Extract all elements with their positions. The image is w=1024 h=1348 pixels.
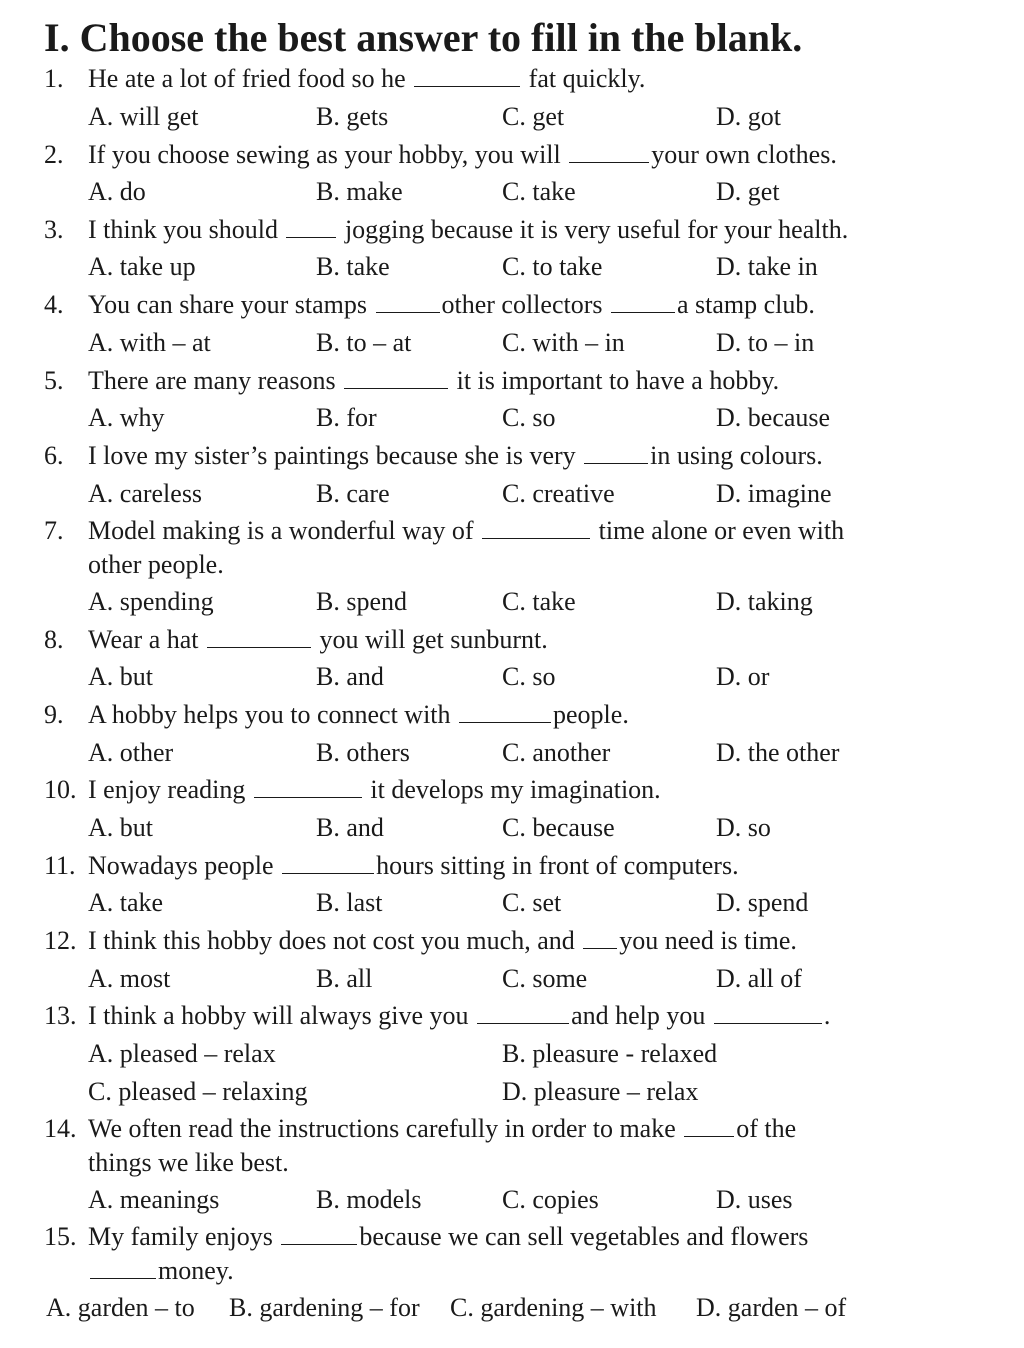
option-a: A. other: [88, 738, 174, 767]
option-d: D. all of: [716, 964, 802, 993]
option-b: B. make: [316, 177, 403, 206]
option-c: C. get: [502, 102, 565, 131]
question-stem: You can share your stamps other collectors a stamp club.: [88, 290, 815, 319]
question-stem: Model making is a wonderful way of time alone or even with: [88, 516, 845, 545]
question-number: 4.: [44, 290, 64, 319]
option-a: A. careless: [88, 479, 203, 508]
option-a: A. most: [88, 964, 171, 993]
option-b: B. take: [316, 252, 390, 281]
option-a: A. meanings: [88, 1185, 220, 1214]
answer-blank: [569, 140, 649, 163]
option-b: B. models: [316, 1185, 422, 1214]
question-stem: I think you should jogging because it is very useful for your health.: [88, 215, 849, 244]
question-stem: He ate a lot of fried food so he fat quickly.: [88, 64, 646, 93]
question-stem: I love my sister’s paintings because she is very in using colours.: [88, 441, 823, 470]
option-a: A. pleased – relax: [88, 1039, 276, 1068]
option-c: C. set: [502, 888, 562, 917]
option-c: C. so: [502, 662, 556, 691]
option-b: B. others: [316, 738, 410, 767]
option-b: B. and: [316, 813, 384, 842]
answer-blank: [281, 1222, 357, 1245]
option-d: D. imagine: [716, 479, 832, 508]
question-number: 11.: [44, 851, 76, 880]
answer-blank: [254, 775, 362, 798]
option-c: C. so: [502, 403, 556, 432]
option-d: D. to – in: [716, 328, 815, 357]
question-stem-continued: money.: [88, 1254, 234, 1288]
question-number: 7.: [44, 516, 64, 545]
option-c: C. another: [502, 738, 611, 767]
answer-blank: [207, 625, 311, 648]
question-number: 10.: [44, 775, 77, 804]
question-number: 5.: [44, 366, 64, 395]
option-d: D. because: [716, 403, 831, 432]
option-a: A. with – at: [88, 328, 211, 357]
option-d: D. pleasure – relax: [502, 1077, 699, 1106]
option-b: B. pleasure - relaxed: [502, 1039, 718, 1068]
question-number: 1.: [44, 64, 64, 93]
answer-blank: [482, 516, 590, 539]
question-number: 9.: [44, 700, 64, 729]
option-b: B. for: [316, 403, 377, 432]
option-c: C. because: [502, 813, 615, 842]
option-d: D. so: [716, 813, 771, 842]
option-c: C. to take: [502, 252, 603, 281]
option-d: D. taking: [716, 587, 813, 616]
option-b: B. to – at: [316, 328, 412, 357]
option-b: B. gets: [316, 102, 389, 131]
option-c: C. creative: [502, 479, 615, 508]
question-stem-continued: things we like best.: [88, 1148, 289, 1177]
option-d: D. spend: [716, 888, 809, 917]
question-stem: There are many reasons it is important to have a hobby.: [88, 366, 780, 395]
answer-blank: [376, 290, 440, 313]
answer-blank: [477, 1001, 569, 1024]
question-number: 12.: [44, 926, 77, 955]
question-number: 15.: [44, 1222, 77, 1251]
question-number: 13.: [44, 1001, 77, 1030]
option-c: C. some: [502, 964, 588, 993]
option-c: C. pleased – relaxing: [88, 1077, 308, 1106]
option-c: C. gardening – with: [450, 1293, 657, 1322]
option-b: B. and: [316, 662, 384, 691]
option-c: C. take: [502, 587, 576, 616]
answer-blank: [459, 700, 551, 723]
question-stem: Nowadays people hours sitting in front of computers.: [88, 851, 739, 880]
question-stem-continued: other people.: [88, 550, 224, 579]
question-number: 6.: [44, 441, 64, 470]
question-stem: I think a hobby will always give you and help you .: [88, 1001, 831, 1030]
option-b: B. care: [316, 479, 390, 508]
option-a: A. but: [88, 662, 153, 691]
question-number: 14.: [44, 1114, 77, 1143]
option-a: A. do: [88, 177, 146, 206]
option-b: B. gardening – for: [229, 1293, 420, 1322]
answer-blank: [583, 926, 617, 949]
option-a: A. why: [88, 403, 165, 432]
question-stem: My family enjoys because we can sell vegetables and flowers: [88, 1222, 809, 1251]
answer-blank: [344, 366, 448, 389]
question-stem: I enjoy reading it develops my imagination.: [88, 775, 661, 804]
question-stem: Wear a hat you will get sunburnt.: [88, 625, 548, 654]
answer-blank: [282, 851, 374, 874]
question-number: 2.: [44, 140, 64, 169]
question-number: 8.: [44, 625, 64, 654]
option-a: A. will get: [88, 102, 199, 131]
question-stem: We often read the instructions carefully in order to make of the: [88, 1114, 797, 1143]
answer-blank: [714, 1001, 822, 1024]
answer-blank: [684, 1114, 734, 1137]
option-c: C. copies: [502, 1185, 599, 1214]
option-a: A. spending: [88, 587, 214, 616]
option-d: D. the other: [716, 738, 840, 767]
option-d: D. get: [716, 177, 780, 206]
option-c: C. with – in: [502, 328, 625, 357]
answer-blank: [286, 215, 336, 238]
answer-blank: [90, 1256, 156, 1279]
option-c: C. take: [502, 177, 576, 206]
option-b: B. spend: [316, 587, 407, 616]
option-a: A. garden – to: [46, 1293, 195, 1322]
option-a: A. take: [88, 888, 164, 917]
option-d: D. uses: [716, 1185, 793, 1214]
option-a: A. but: [88, 813, 153, 842]
question-stem: A hobby helps you to connect with people.: [88, 700, 629, 729]
option-d: D. got: [716, 102, 781, 131]
answer-blank: [584, 441, 648, 464]
question-stem: I think this hobby does not cost you much, and you need is time.: [88, 926, 797, 955]
answer-blank: [611, 290, 675, 313]
question-stem: If you choose sewing as your hobby, you will your own clothes.: [88, 140, 837, 169]
option-b: B. last: [316, 888, 383, 917]
option-a: A. take up: [88, 252, 196, 281]
question-number: 3.: [44, 215, 64, 244]
option-d: D. garden – of: [696, 1293, 847, 1322]
option-b: B. all: [316, 964, 373, 993]
option-d: D. take in: [716, 252, 818, 281]
answer-blank: [414, 64, 520, 87]
option-d: D. or: [716, 662, 770, 691]
section-title: I. Choose the best answer to fill in the blank.: [44, 15, 803, 60]
